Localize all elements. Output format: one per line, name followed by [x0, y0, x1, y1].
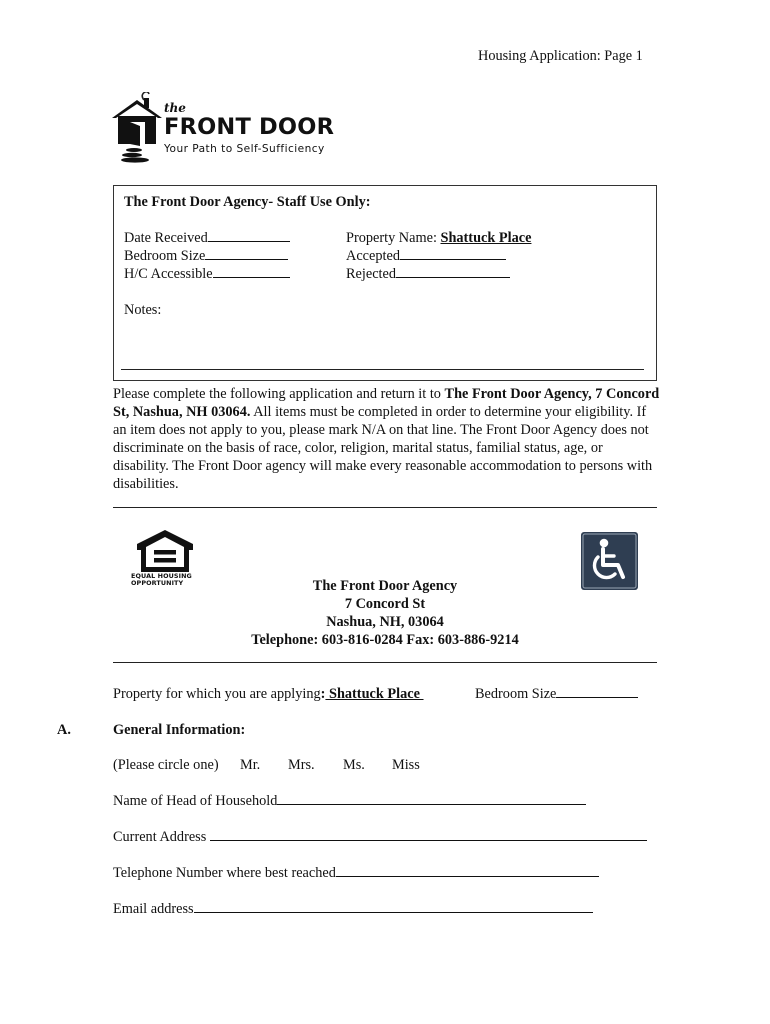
hc-accessible-blank[interactable] [213, 265, 290, 278]
instructions-body: All items must be completed in order to determine your eligibility. If an item does not apply to you, please mark N/A on that line. The Front Door Agency does not discriminate on the basis of race, color, religion, marital status, familial status, age, or disability. The Front Door agency will make every reasonable accommodation to persons with disabilities. [113, 404, 653, 492]
current-address-label: Current Address [113, 829, 210, 845]
rejected-field[interactable] [346, 265, 510, 283]
telephone-field[interactable] [113, 864, 599, 882]
telephone-label: Telephone Number where best reached [113, 865, 336, 881]
logo-the-text: the [164, 101, 186, 115]
notes-label: Notes: [124, 302, 162, 318]
agency-name: The Front Door Agency [312, 578, 458, 594]
accepted-field[interactable] [346, 247, 506, 265]
current-address-blank[interactable] [210, 828, 647, 841]
date-received-label: Date Received [124, 230, 208, 246]
date-received-field[interactable] [124, 229, 290, 247]
property-applying-colon: : [320, 686, 326, 702]
page-header: Housing Application: Page 1 [478, 48, 643, 64]
bedroom-size-staff-blank[interactable] [205, 247, 288, 260]
email-label: Email address [113, 901, 194, 917]
property-applying-line [113, 685, 424, 703]
hc-accessible-label: H/C Accessible [124, 266, 213, 282]
bedroom-size-field[interactable] [475, 685, 638, 703]
title-option-mr[interactable]: Mr. [240, 757, 261, 773]
section-a-letter: A. [57, 722, 71, 738]
instructions-agency-address: The Front Door Agency, 7 Concord St, Nashua, NH 03064. [113, 386, 660, 420]
eho-caption-line1: EQUAL HOUSING [131, 572, 192, 580]
bedroom-size-staff-label: Bedroom Size [124, 248, 206, 264]
bedroom-size-staff-field[interactable] [124, 247, 288, 265]
agency-city: Nashua, NH, 03064 [326, 614, 444, 630]
property-name-value: Shattuck Place [440, 230, 532, 246]
telephone-blank[interactable] [336, 864, 599, 877]
property-applying-label: Property for which you are applying [113, 686, 321, 702]
rejected-blank[interactable] [396, 265, 510, 278]
accepted-label: Accepted [346, 248, 400, 264]
agency-street: 7 Concord St [344, 596, 426, 612]
property-applying-value: Shattuck Place [325, 686, 424, 702]
instructions-intro: Please complete the following application and return it to [113, 386, 445, 402]
current-address-field[interactable] [113, 828, 647, 846]
notes-line[interactable] [121, 369, 644, 370]
section-divider-2 [113, 662, 657, 663]
property-name-staff [346, 229, 531, 247]
logo-name-text: FRONT DOOR [164, 114, 335, 140]
title-option-mrs[interactable]: Mrs. [288, 757, 315, 773]
accepted-blank[interactable] [400, 247, 506, 260]
head-of-household-field[interactable] [113, 792, 586, 810]
section-a-title: General Information: [113, 722, 246, 738]
bedroom-size-label: Bedroom Size [475, 686, 557, 702]
email-blank[interactable] [194, 900, 593, 913]
eho-caption-line2: OPPORTUNITY [131, 579, 184, 587]
head-of-household-label: Name of Head of Household [113, 793, 278, 809]
instructions-paragraph [113, 385, 661, 493]
staff-box-title: The Front Door Agency- Staff Use Only: [124, 194, 371, 210]
title-option-miss[interactable]: Miss [392, 757, 420, 773]
head-of-household-blank[interactable] [277, 792, 586, 805]
property-name-label: Property Name: [346, 230, 441, 246]
logo-tagline: Your Path to Self-Sufficiency [164, 143, 325, 155]
email-field[interactable] [113, 900, 593, 918]
circle-one-label: (Please circle one) [113, 757, 219, 773]
section-divider-1 [113, 507, 657, 508]
title-option-ms[interactable]: Ms. [343, 757, 365, 773]
agency-telephone: Telephone: 603-816-0284 Fax: 603-886-9214 [251, 632, 519, 648]
bedroom-size-blank[interactable] [556, 685, 638, 698]
rejected-label: Rejected [346, 266, 397, 282]
staff-use-box [113, 185, 657, 381]
hc-accessible-field[interactable] [124, 265, 290, 283]
date-received-blank[interactable] [208, 229, 290, 242]
